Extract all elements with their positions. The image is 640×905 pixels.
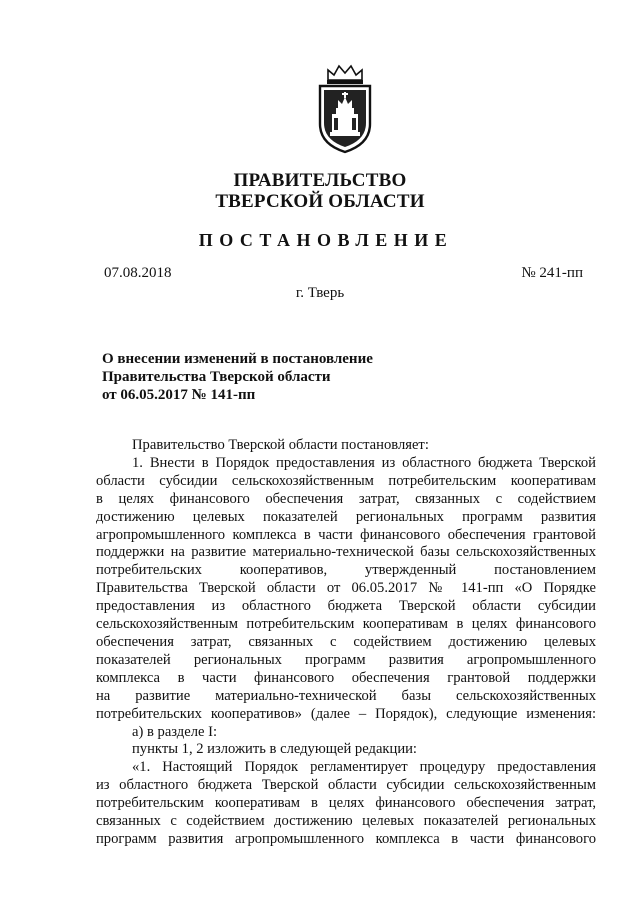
heading-line: от 06.05.2017 № 141-пп xyxy=(102,387,256,403)
body-line: потребительских кооперативов» (далее – Порядок), следующие изменения: xyxy=(96,705,596,722)
body-line: потребительским кооперативам в целях финансового обеспечения затрат, xyxy=(96,795,596,812)
body-line: связанных с содействием достижению целевых показателей региональных xyxy=(96,813,596,830)
body-line: в целях финансового обеспечения затрат, связанных с содействием xyxy=(96,490,596,507)
body-line: Правительства Тверской области от 06.05.2017 № 141-пп «О Порядке xyxy=(96,580,596,597)
government-title-line1: ПРАВИТЕЛЬСТВО xyxy=(233,170,407,191)
body-line: агропромышленного комплекса в части финансового обеспечения грантовой xyxy=(96,526,596,543)
body-line: из областного бюджета Тверской области субсидии сельскохозяйственным xyxy=(96,777,596,794)
decree-heading xyxy=(102,350,373,404)
body-line: комплекса в части финансового обеспечения грантовой поддержки xyxy=(96,669,596,686)
decree-title: ПОСТАНОВЛЕНИЕ xyxy=(198,230,454,250)
body-line: 1. Внести в Порядок предоставления из областного бюджета Тверской xyxy=(132,454,596,471)
body-line: обеспечения затрат, связанных с содействием достижению целевых xyxy=(96,633,596,650)
body-line: «1. Настоящий Порядок регламентирует процедуру предоставления xyxy=(132,759,596,776)
body-line: пункты 1, 2 изложить в следующей редакции: xyxy=(132,741,417,758)
body-line: достижению целевых показателей региональных программ развития xyxy=(96,508,596,525)
heading-line: О внесении изменений в постановление xyxy=(102,351,373,367)
body-line: показателей региональных программ развития агропромышленного xyxy=(96,651,596,668)
government-title-line2: ТВЕРСКОЙ ОБЛАСТИ xyxy=(215,191,425,212)
decree-date: 07.08.2018 xyxy=(104,265,172,281)
body-line: поддержки на развитие материально-технической базы сельскохозяйственных xyxy=(96,544,596,561)
heading-line: Правительства Тверской области xyxy=(102,369,331,385)
body-line: на развитие материально-технической базы сельскохозяйственных xyxy=(96,687,596,704)
decree-number: № 241-пп xyxy=(521,265,583,281)
body-line: сельскохозяйственным потребительским кооперативам в целях финансового xyxy=(96,616,596,633)
body-line: потребительских кооперативов, утвержденный постановлением xyxy=(96,562,596,579)
decree-body xyxy=(96,437,596,849)
body-line: области субсидии сельскохозяйственным потребительским кооперативам xyxy=(96,472,596,489)
body-line: программ развития агропромышленного комплекса в части финансового xyxy=(96,830,596,847)
body-line: Правительство Тверской области постановляет: xyxy=(132,437,429,453)
body-line: а) в разделе I: xyxy=(132,723,218,740)
tver-coat-of-arms-icon xyxy=(314,62,376,156)
decree-city: г. Тверь xyxy=(295,285,345,301)
body-line: предоставления из областного бюджета Тверской области субсидии xyxy=(96,598,596,615)
